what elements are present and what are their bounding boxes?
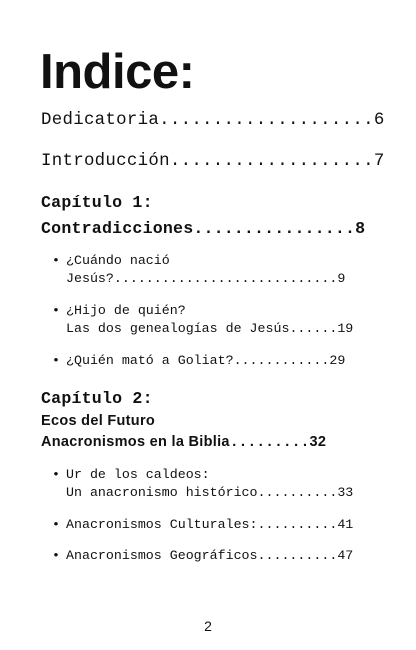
- toc-entry-chapter-2[interactable]: [41, 434, 326, 451]
- toc-subentry-label: ¿Quién mató a Goliat?: [66, 353, 234, 368]
- toc-entry-page: 47: [337, 548, 354, 563]
- toc-subentry-label: Anacronismos Geográficos: [66, 548, 258, 563]
- toc-entry-leader: ..........: [257, 548, 338, 563]
- toc-entry-leader: .........: [229, 435, 310, 451]
- bullet-icon: •: [52, 353, 60, 368]
- toc-subentry-ur-de-los-caldeos[interactable]: [52, 467, 210, 482]
- page-number: 2: [204, 618, 212, 634]
- toc-entry-page: 41: [337, 517, 354, 532]
- toc-entry-page: 8: [355, 219, 366, 238]
- bullet-icon: •: [52, 548, 60, 563]
- toc-subentry-hijo-de-quien[interactable]: [52, 303, 186, 318]
- toc-entry-dedicatoria[interactable]: [41, 111, 385, 130]
- toc-subentry-cuando-nacio-line2[interactable]: [66, 271, 345, 286]
- toc-subentry-anacronismos-culturales[interactable]: [52, 517, 353, 532]
- toc-entry-label: Dedicatoria: [41, 111, 160, 130]
- chapter-2-subtitle: Ecos del Futuro: [41, 413, 156, 429]
- toc-entry-leader: ..........: [257, 517, 338, 532]
- toc-subentry-label: Las dos genealogías de Jesús: [66, 321, 290, 336]
- toc-subentry-label: ¿Cuándo nació: [66, 253, 170, 268]
- toc-entry-leader: ...................: [169, 152, 374, 171]
- toc-entry-chapter-1[interactable]: [41, 219, 365, 238]
- toc-subentry-anacronismos-geograficos[interactable]: [52, 548, 353, 563]
- toc-entry-page: 33: [337, 485, 354, 500]
- toc-entry-leader: ................: [193, 219, 356, 238]
- toc-entry-page: 29: [329, 353, 346, 368]
- toc-entry-leader: ............: [233, 353, 330, 368]
- bullet-icon: •: [52, 467, 60, 482]
- toc-entry-introduccion[interactable]: [41, 152, 385, 171]
- toc-entry-page: 9: [337, 271, 346, 286]
- toc-entry-leader: ..........: [257, 485, 338, 500]
- toc-entry-page: 7: [373, 152, 385, 171]
- chapter-title: Contradicciones: [41, 219, 194, 238]
- chapter-1-heading: Capítulo 1:: [41, 193, 153, 212]
- bullet-icon: •: [52, 303, 60, 318]
- toc-entry-leader: ......: [289, 321, 338, 336]
- toc-entry-page: 6: [373, 111, 385, 130]
- toc-entry-label: Introducción: [41, 152, 170, 171]
- toc-subentry-quien-mato-a-goliat[interactable]: [52, 353, 345, 368]
- toc-subentry-hijo-de-quien-line2[interactable]: [66, 321, 353, 336]
- toc-subentry-label: Jesús?: [66, 271, 114, 286]
- chapter-title: Anacronismos en la Biblia: [41, 434, 230, 450]
- toc-subentry-label: Un anacronismo histórico: [66, 485, 258, 500]
- bullet-icon: •: [52, 517, 60, 532]
- bullet-icon: •: [52, 253, 60, 268]
- toc-entry-page: 19: [337, 321, 354, 336]
- toc-subentry-label: Anacronismos Culturales:: [66, 517, 258, 532]
- toc-entry-leader: ....................: [159, 111, 374, 130]
- toc-entry-leader: ............................: [113, 271, 338, 286]
- toc-subentry-label: Ur de los caldeos:: [66, 467, 210, 482]
- toc-subentry-ur-de-los-caldeos-line2[interactable]: [66, 485, 353, 500]
- toc-subentry-cuando-nacio[interactable]: [52, 253, 170, 268]
- page-title: Indice:: [40, 45, 195, 99]
- chapter-2-heading: Capítulo 2:: [41, 389, 153, 408]
- toc-entry-page: 32: [309, 434, 327, 450]
- toc-subentry-label: ¿Hijo de quién?: [66, 303, 186, 318]
